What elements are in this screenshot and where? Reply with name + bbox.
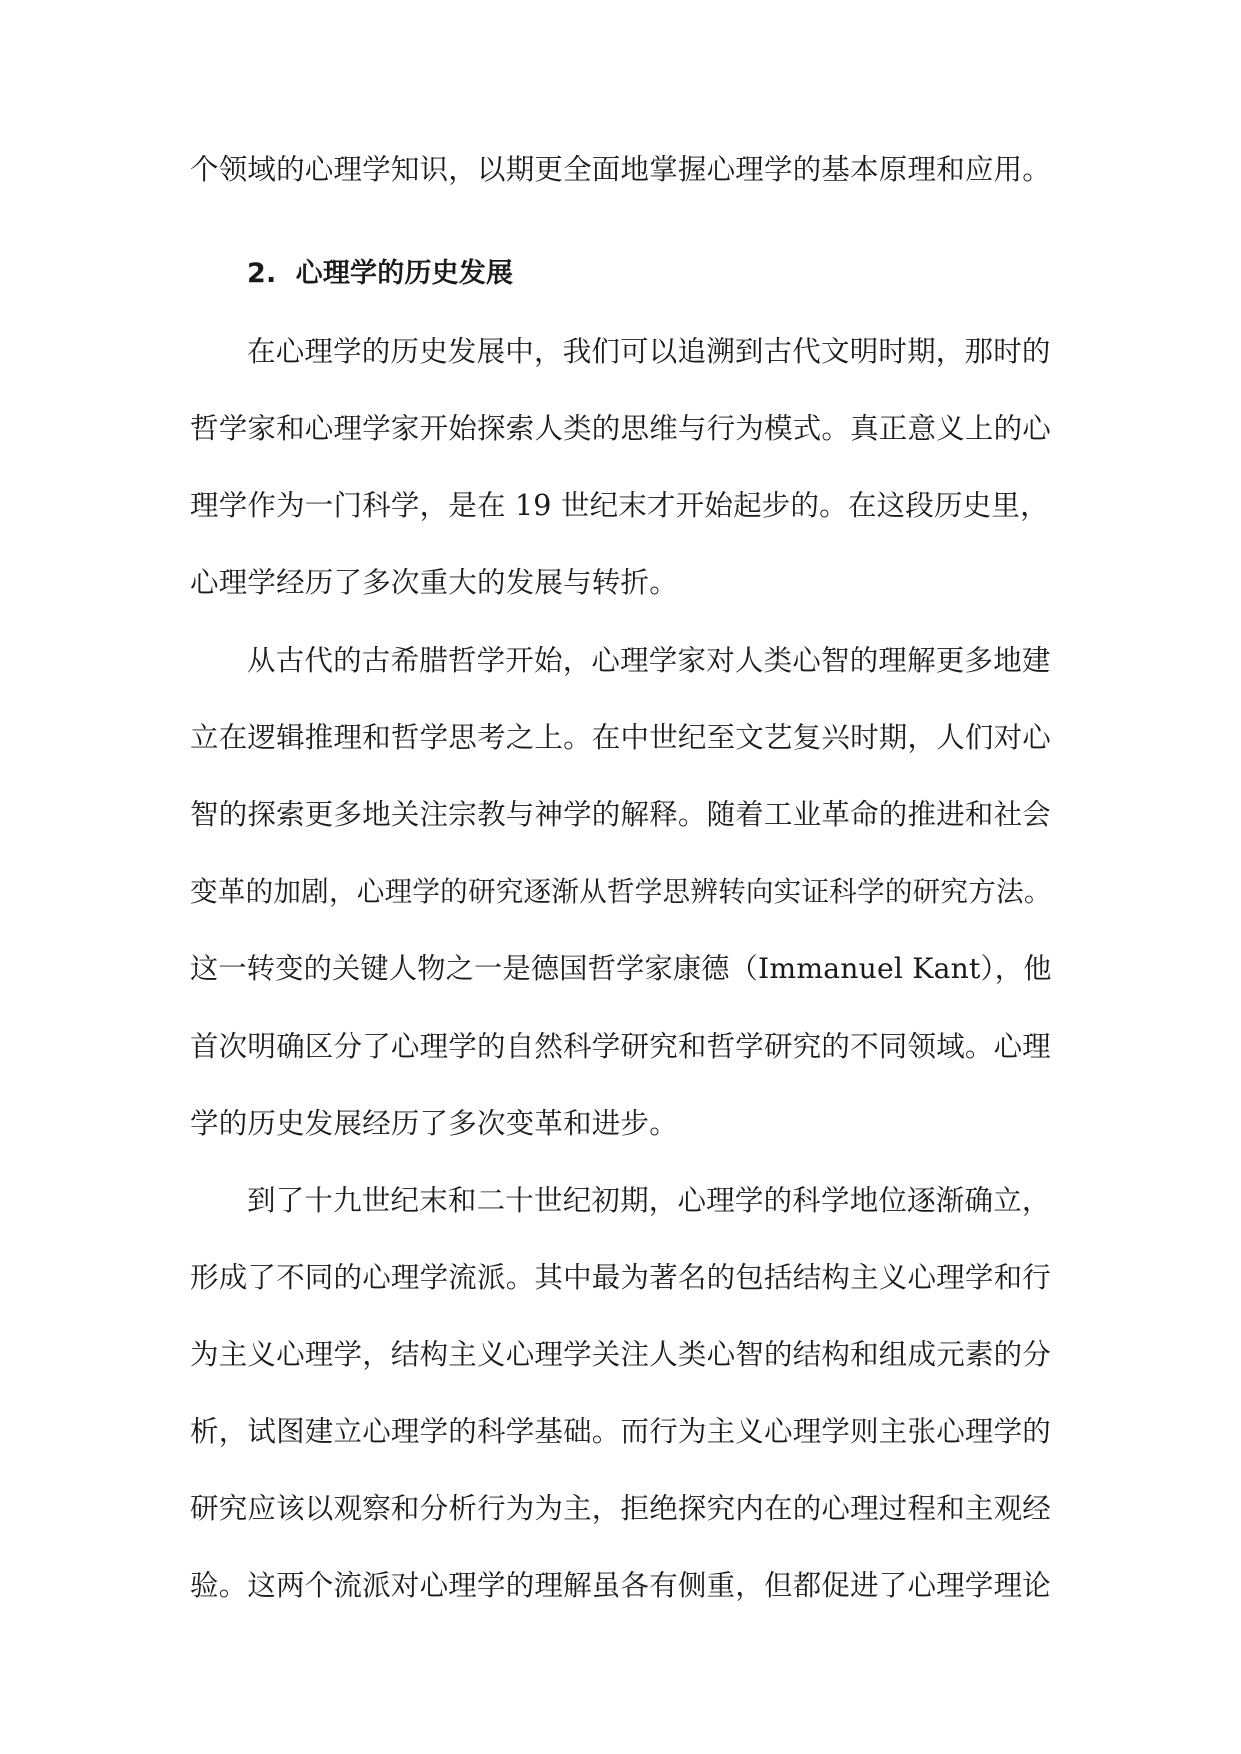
continuation-line: 个领域的心理学知识，以期更全面地掌握心理学的基本原理和应用。 bbox=[190, 153, 1052, 186]
paragraph-3-line-1: 到了十九世纪末和二十世纪初期，心理学的科学地位逐渐确立， bbox=[247, 1184, 1051, 1217]
paragraph-2-line-4: 变革的加剧，心理学的研究逐渐从哲学思辨转向实证科学的研究方法。 bbox=[190, 875, 1052, 908]
paragraph-2-line-5: 这一转变的关键人物之一是德国哲学家康德（Immanuel Kant），他 bbox=[190, 952, 1052, 985]
paragraph-2-line-2: 立在逻辑推理和哲学思考之上。在中世纪至文艺复兴时期，人们对心 bbox=[190, 721, 1052, 754]
section-number: 2. bbox=[247, 258, 277, 289]
paragraph-3-line-4: 析，试图建立心理学的科学基础。而行为主义心理学则主张心理学的 bbox=[190, 1415, 1052, 1448]
paragraph-3-line-3: 为主义心理学，结构主义心理学关注人类心智的结构和组成元素的分 bbox=[190, 1338, 1052, 1371]
paragraph-3-line-5: 研究应该以观察和分析行为为主，拒绝探究内在的心理过程和主观经 bbox=[190, 1492, 1052, 1525]
section-title: 心理学的历史发展 bbox=[295, 258, 514, 289]
paragraph-1-line-1: 在心理学的历史发展中，我们可以追溯到古代文明时期，那时的 bbox=[247, 335, 1051, 368]
paragraph-3-line-6: 验。这两个流派对心理学的理解虽各有侧重，但都促进了心理学理论 bbox=[190, 1569, 1052, 1602]
paragraph-2-line-7: 学的历史发展经历了多次变革和进步。 bbox=[190, 1107, 678, 1140]
paragraph-1-line-3: 理学作为一门科学，是在 19 世纪末才开始起步的。在这段历史里， bbox=[190, 489, 1049, 522]
paragraph-1-line-2: 哲学家和心理学家开始探索人类的思维与行为模式。真正意义上的心 bbox=[190, 412, 1052, 445]
section-heading bbox=[247, 254, 513, 294]
paragraph-2-line-3: 智的探索更多地关注宗教与神学的解释。随着工业革命的推进和社会 bbox=[190, 798, 1052, 831]
paragraph-3-line-2: 形成了不同的心理学流派。其中最为著名的包括结构主义心理学和行 bbox=[190, 1261, 1052, 1294]
paragraph-2-line-1: 从古代的古希腊哲学开始，心理学家对人类心智的理解更多地建 bbox=[247, 644, 1051, 677]
paragraph-1-line-4: 心理学经历了多次重大的发展与转折。 bbox=[190, 566, 678, 599]
paragraph-2-line-6: 首次明确区分了心理学的自然科学研究和哲学研究的不同领域。心理 bbox=[190, 1030, 1052, 1063]
